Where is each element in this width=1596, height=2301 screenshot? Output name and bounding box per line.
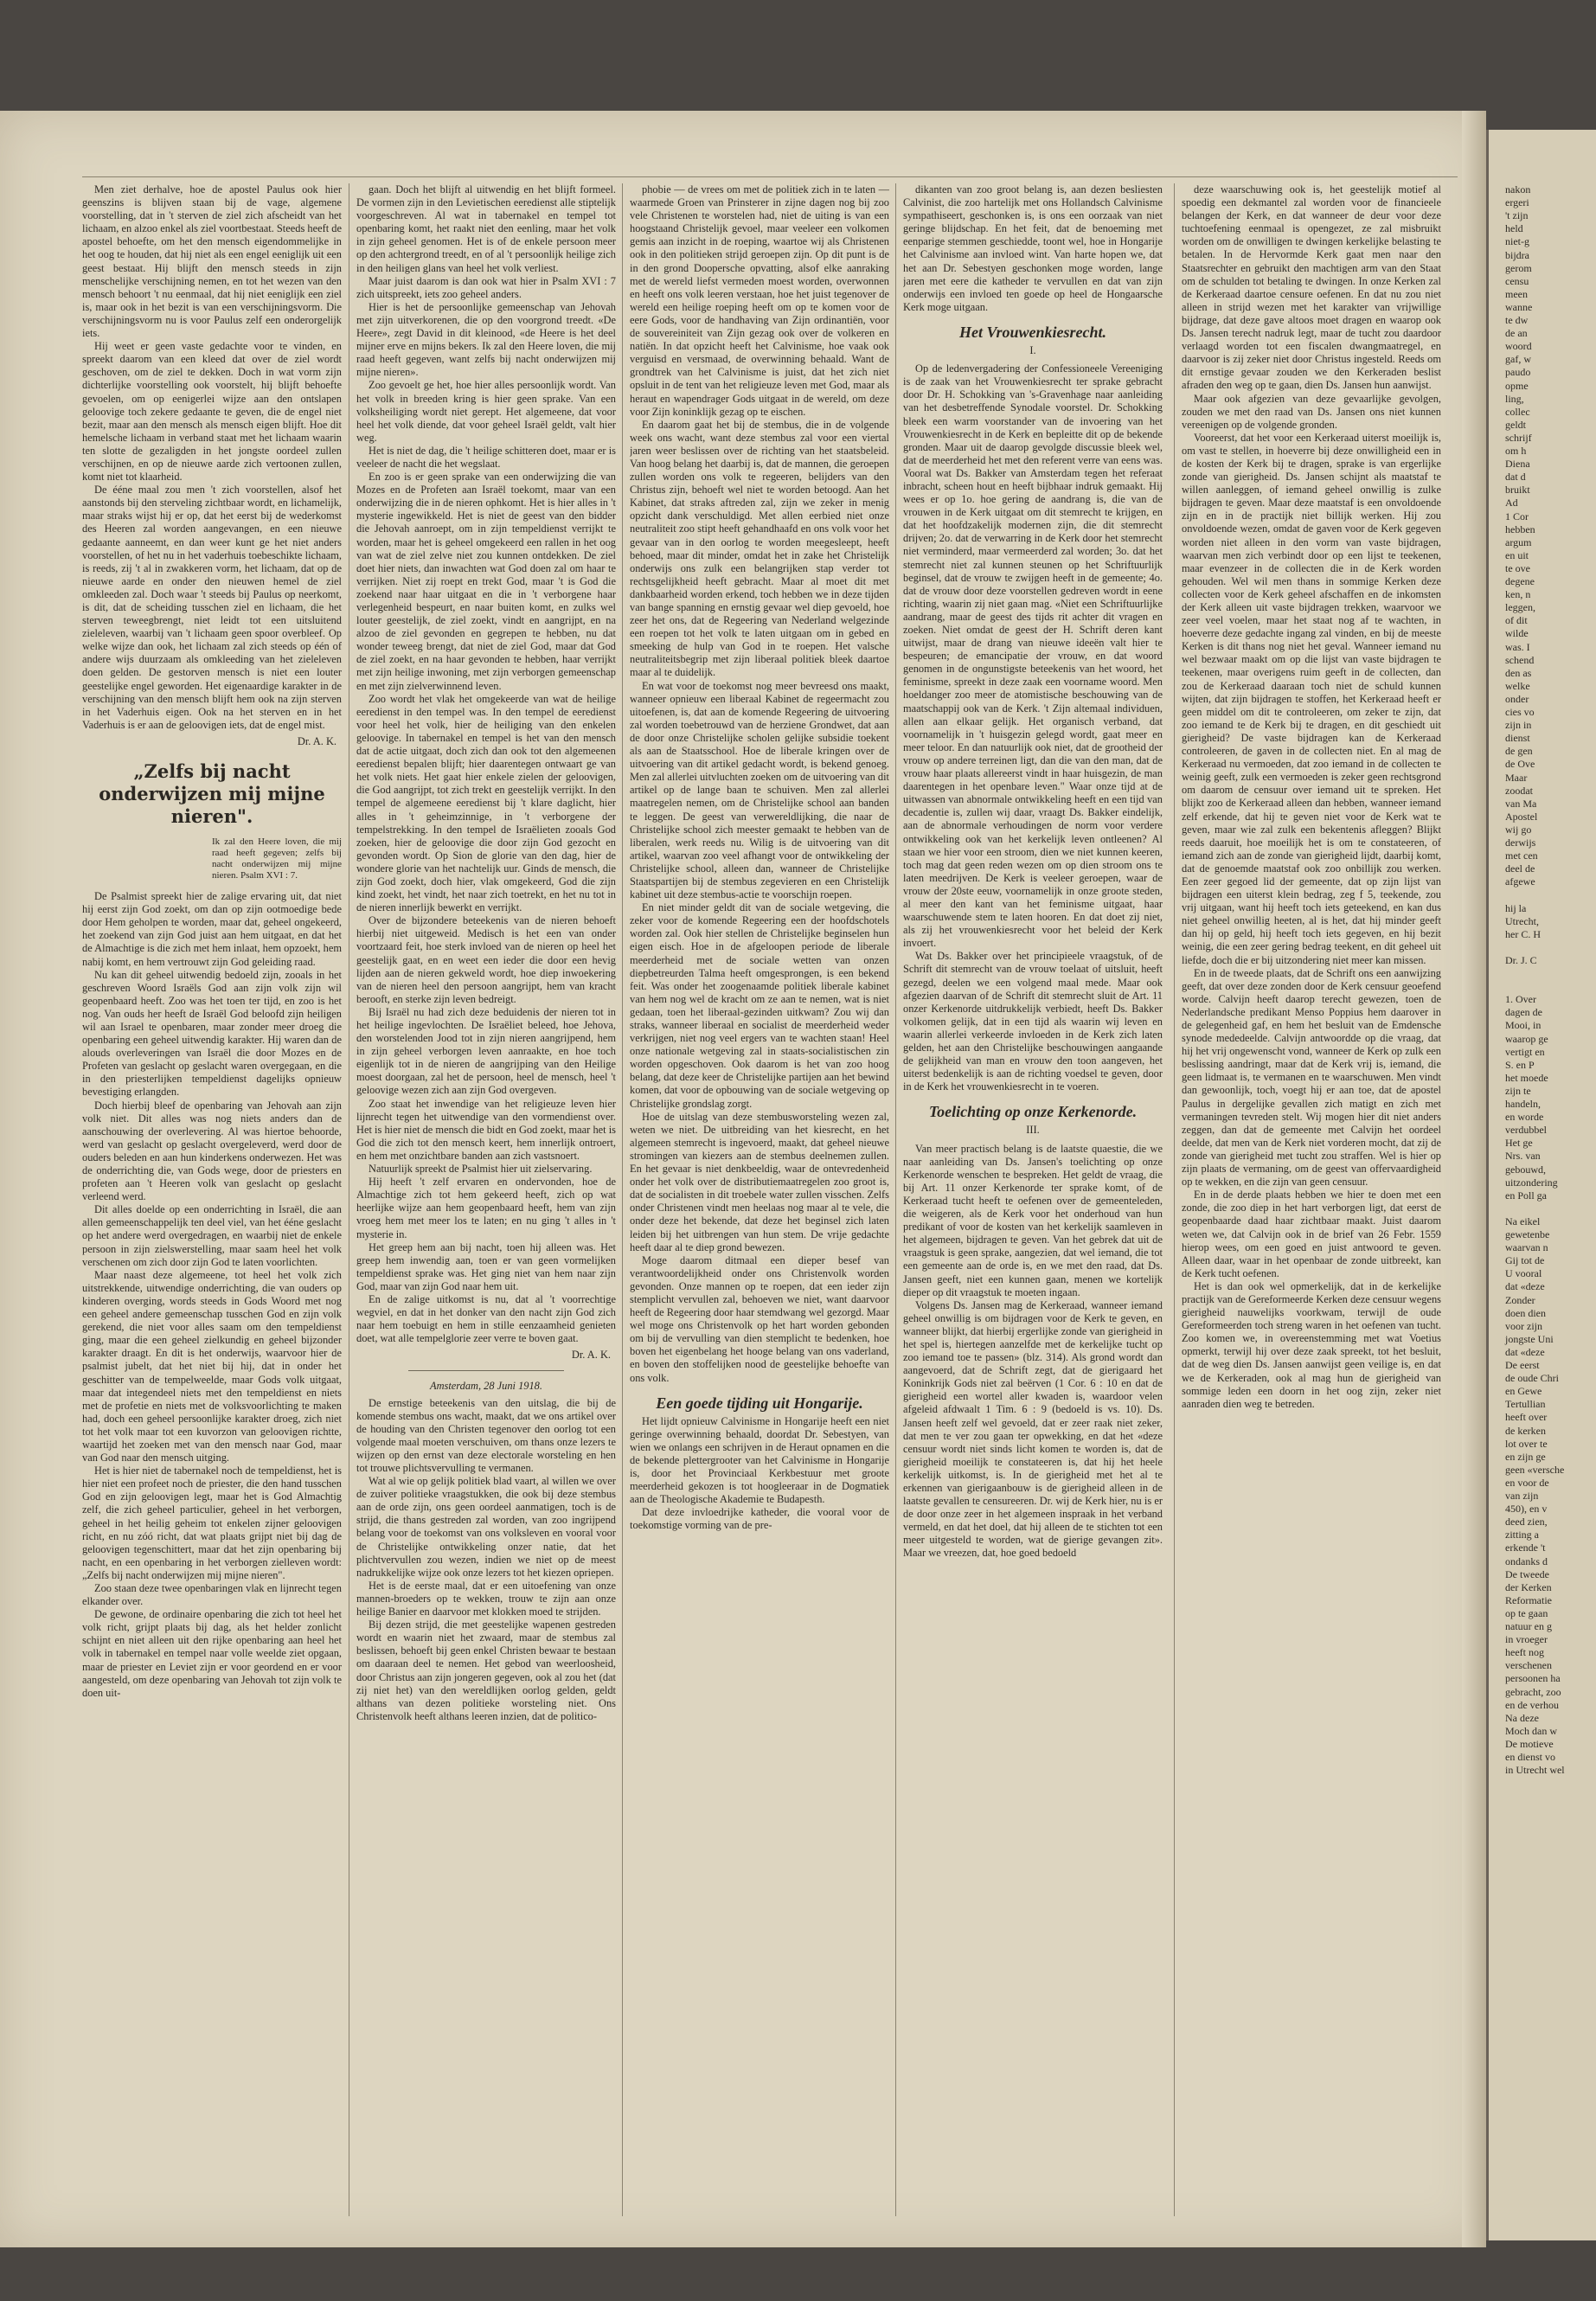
article-paragraph: Maar naast deze algemeene, tot heel het volk zich uitstrekkende, uitwendige onderrichting, die van ouders op kinderen overging, words steeds in Gods Woord met nog een geheel andere gemeenschap tusschen God en zijn volk gerekend, die niet voor alles saam om den tempeldienst ging, maar die een geheel zielkundig en geheel bijzonder karakter draagt. En dit is het onderwijs, waarvoor hier de psalmist jubelt, dat het niet bij hij, dat in onder het geschitter van de tempelweelde, maar Gods volk uitgaat, maar dat integendeel niets met den tempeldienst en niets met de profetie en niets met de volksvoorlichting te maken had, doch een geheel persoonlijke karakter droeg, zich niet tot het volk maar tot een kuvorzon van geloovigen richtte, waartijd het zoeken met van den mensch naar God, maar van God naar den mensch uitging. bbox=[82, 1268, 342, 1465]
adjacent-page-line: 1 Cor bbox=[1505, 510, 1529, 522]
adjacent-page-line: jongste Uni bbox=[1505, 1332, 1554, 1345]
adjacent-page-line: Het ge bbox=[1505, 1137, 1533, 1150]
article-paragraph: Wat al wie op gelijk politiek blad vaart, al willen we over de zuiver politieke vraagstukken, die ook bij deze stembus aan de orde zijn, ons geen oordeel aanmatigen, toch is de strijd, die thans gestreden zal worden, van zoo ingrijpend belang voor de toekomst van ons volksleven en vooral voor de Christelijke ontwikkeling onzer natie, dat het plichtvervullen zou wezen, indien we niet op de meest nadrukkelijke wijze ook onze lezers tot het kiezen opriepen. bbox=[356, 1475, 616, 1579]
section-heading: Een goede tijding uit Hongarije. bbox=[656, 1394, 863, 1412]
adjacent-page-line: in Utrecht wel bbox=[1505, 1764, 1565, 1777]
adjacent-page-line: S. en P bbox=[1505, 1058, 1535, 1071]
adjacent-page-line: Diena bbox=[1505, 458, 1530, 471]
author-signature: Dr. A. K. bbox=[297, 734, 337, 747]
adjacent-page-line: welke bbox=[1505, 679, 1530, 692]
adjacent-page-line: U vooral bbox=[1505, 1267, 1542, 1280]
adjacent-page-line: De motieve bbox=[1505, 1737, 1554, 1750]
adjacent-page-line: ling, bbox=[1505, 392, 1524, 405]
adjacent-page-line: derwijs bbox=[1505, 836, 1536, 849]
adjacent-page-line: van Ma bbox=[1505, 797, 1537, 810]
adjacent-page-line: woord bbox=[1505, 340, 1532, 353]
adjacent-page-line: handeln, bbox=[1505, 1098, 1541, 1110]
adjacent-page-line: zijn te bbox=[1505, 1084, 1531, 1097]
adjacent-page-line: schend bbox=[1505, 653, 1535, 666]
adjacent-page-line: hij la bbox=[1505, 901, 1527, 914]
article-paragraph: Hij heeft 't zelf ervaren en ondervonden, hoe de Almachtige zich tot hem gekeerd heeft, zich op wat heerlijke wijze aan hem geopenbaard heeft, hem van zijn vroeg hem met meer los te laten; en nu ging 't alles in 't mysterie in. bbox=[356, 1176, 616, 1240]
article-paragraph: dikanten van zoo groot belang is, aan dezen besliesten Calvinist, die zoo hartelijk met ons Hollandsch Calvinisme sympathiseert, geschonken is, is ons een oorzaak van niet geringe blijdschap. En het feit, dat de benoeming met eenparige stemmen geschiedde, toont wel, hoe in Hongarije het Calvinisme aan invloed wint. Van harte hopen we, dat het aan Dr. Sebestyen geschonken moge worden, lange jaren met eere die katheder te vervullen en dat van zijn onderwijs een invloed ten goede op heel de Hongaarsche Kerk moge uitgaan. bbox=[903, 183, 1163, 313]
article-paragraph: Hij weet er geen vaste gedachte voor te vinden, en spreekt daarom van een kleed dat over de ziel wordt geschoven, om de ziel te dekken. Doch in wat vorm zijn dichterlijke voorstelling ook voorstelt, hij blijft behoefte gevoelen, om op eenigerlei wijze aan den ontslapen geloovige toch zekere gedaante te geven, die de engel niet bezit, maar aan den mensch als mensch eigen blijft. Hoe dit hemelsche lichaam in verband staat met het lichaam waarin ten slotte de gezaligden in het jongste oordeel zullen verschijnen, en op de nieuwe aarde zich vertoonen zullen, komt niet tot klaarheid. bbox=[82, 340, 342, 484]
adjacent-page-line: ondanks d bbox=[1505, 1554, 1548, 1567]
adjacent-page-line: Moch dan w bbox=[1505, 1724, 1557, 1737]
adjacent-page-line: en voor de bbox=[1505, 1476, 1549, 1489]
article-paragraph: Het is de eerste maal, dat er een uitoefening van onze mannen-broeders op te wekken, trouw te zijn aan onze heilige Banier en daarvoor met klokken moed te strijden. bbox=[356, 1579, 616, 1618]
article-paragraph: En zoo is er geen sprake van een onderwijzing die van Mozes en de Profeten aan Israël toekomt, maar van een onderwijzing die in de nieren ophkomt. Het is hier alles in 't mysterie ingewikkeld. Het is niet de geest van den bidder die Jehovah aanroept, om in zijn tempeldienst verrijkt te worden, maar het is geheel omgekeerd een rallen in het oog van wat de ziel zelve niet zou kunnen ontdekken. De ziel doet hier niets, dan inwachten wat God doen zal om haar te verrijken. Niet zij roept en trekt God, maar 't is God die zoekend naar haar uitgaat en die in 't verborgene haar verlegenheid bespeurt, en naar buiten komt, en zulks wel louter geestelijk, de ziel zoekt, vindt en aangrijpt, en na alzoo de ziel gevonden en gegrepen te hebben, nu dat wonder teweeg brengt, dat niet de ziel God, maar dat God de ziel zoekt, en na haar gevonden te hebben, haar verrijkt met zijn heilige inwoning, met zijn verborgen gemeenschap en met zijn zielverwinnend leven. bbox=[356, 471, 616, 692]
adjacent-page-line: was. I bbox=[1505, 640, 1530, 653]
adjacent-page-line: 1. Over bbox=[1505, 993, 1536, 1006]
page-fold bbox=[1462, 111, 1486, 2247]
adjacent-page-line: de oude Chri bbox=[1505, 1372, 1559, 1385]
section-heading: Toelichting op onze Kerkenorde. bbox=[928, 1103, 1138, 1121]
adjacent-page-line: in vroeger bbox=[1505, 1633, 1548, 1646]
article-paragraph: Nu kan dit geheel uitwendig bedoeld zijn, zooals in het geschreven Woord Israëls God aan zijn volk zijn wil geopenbaard heeft. Zoo was het toen ter tijd, en zoo is het nog. Van ouds her heeft de Israël God beloofd zijn heiligen wil aan Israel te openbaren, maar zonder meer droeg die openbaring een geheel uitwendig karakter. Hij waren dan de alouds overleveringen van Israël die door Mozes en de Profeten van geslacht op geslacht waren overgegaan, en die in den priesterlijken tempeldienst dagelijks opnieuw bevestiging erlangden. bbox=[82, 968, 342, 1099]
adjacent-page-line: gaf, w bbox=[1505, 353, 1531, 366]
adjacent-page-line: waarop ge bbox=[1505, 1032, 1548, 1045]
adjacent-page-line: 450), en v bbox=[1505, 1503, 1548, 1516]
article-paragraph: Hoe de uitslag van deze stembusworsteling wezen zal, weten we niet. De uitbreiding van het kiesrecht, en het algemeen stemrecht is ingevoerd, maakt, dat geheel nieuwe stromingen van kiezers aan de stembus deelnemen zullen. En het gevaar is niet denkbeeldig, waar de ontevredenheid onder het volk over de distributiemaatregelen zoo groot is, dat de socialisten in dit troebele water zullen visschen. Zelfs onder Christenen vindt men heelaas nog maar al te vele, die onder deze het bekende, dat deze het beginsel zich laten leiden bij het uitbrengen van hun stem. De vrije gedachte heeft daar al te diep grond bewezen. bbox=[630, 1110, 889, 1253]
adjacent-page-line: Na eikel bbox=[1505, 1215, 1541, 1227]
article-paragraph: En in de derde plaats hebben we hier te doen met een zonde, die zoo diep in het hart verborgen ligt, dat eerst de geopenbaarde daad haar zichtbaar maakt. Juist daarom weten we, dat Calvijn ook in de brief van 26 Febr. 1559 hierop wees, om een goed en juist antwoord te geven. Alleen daar, waar in het openbaar de zonde uitbreekt, kan de Kerk tucht oefenen. bbox=[1182, 1189, 1441, 1279]
adjacent-page-line: her C. H bbox=[1505, 927, 1541, 940]
article-paragraph: En de zalige uitkomst is nu, dat al 't voorrechtige wegviel, en dat in het donker van den nacht zijn God zich naar hem toebuigt en hem in stille eenzaamheid genieten doet, wat alle tempelglorie zeer verre te boven gaat. bbox=[356, 1292, 616, 1345]
adjacent-page-line: de gen bbox=[1505, 745, 1533, 758]
article-paragraph: Dit alles doelde op een onderrichting in Israël, die aan allen gemeenschappelijk ten deel viel, van het ééne geslacht op het andere werd overgedragen, en waarbij niet de enkele persoon in zijn zielswerstelling, maar saam heel het volk verschenen om zich door zijn God te laten voorlichten. bbox=[82, 1203, 342, 1268]
adjacent-page-line: dat «deze bbox=[1505, 1345, 1545, 1358]
adjacent-page-line: der Kerken bbox=[1505, 1580, 1552, 1593]
article-paragraph: phobie — de vrees om met de politiek zich in te laten — waarmede Groen van Prinsterer in zijne dagen nog bij zoo vele Christenen te worstelen had, niet de uiting is van een hoogstaand Christelijk gevoel, maar veeleer een volkomen gemis aan inzicht in de roeping, waartoe wij als Christenen ook in den politieken strijd geroepen zijn. Op dit punt is de in den grond Doopersche opvatting, alsof elke aanraking met de wereld liefst vermeden moest worden, overwonnen en heeft ons volk leeren verstaan, hoe het juist tegenover de wereld een heilige roeping heeft om op te komen voor de eere Gods, voor de handhaving van Zijn ordinantiën, voor de souvereiniteit van Zijn gezag ook over de volkeren en natiën. In dat opzicht heeft het Calvinisme, hoe vaak ook verguisd en versmaad, de overwinning behaald. Want de grondtrek van het Calvinisme is juist, dat het zich niet opsluit in de tent van het religieuze leven met God, maar als heraut en wapendrager Gods uitgaat in de wereld, om deze voor Zijn koninklijk gezag op te eischen. bbox=[630, 183, 889, 418]
adjacent-page-line: Tertullian bbox=[1505, 1398, 1546, 1411]
adjacent-page-line: zitting a bbox=[1505, 1529, 1539, 1541]
column-1 bbox=[82, 183, 342, 2225]
adjacent-page-line: onder bbox=[1505, 692, 1529, 705]
adjacent-page-line: geen «versche bbox=[1505, 1463, 1565, 1476]
article-motto: Ik zal den Heere loven, die mij raad heeft gegeven; zelfs bij nacht onderwijzen mij mijne nieren. Psalm XVI : 7. bbox=[212, 836, 342, 881]
article-paragraph: Het greep hem aan bij nacht, toen hij alleen was. Het greep hem inwendig aan, toen er van geen vormelijken tempeldienst sprake was. Het ging niet van hem naar zijn God, maar van zijn God naar hem uit. bbox=[356, 1240, 616, 1292]
adjacent-page-line: Gij tot de bbox=[1505, 1254, 1545, 1267]
article-title: „Zelfs bij nacht onderwijzen mij mijne nieren". bbox=[99, 760, 325, 828]
article-paragraph: Van meer practisch belang is de laatste quaestie, die we naar aanleiding van Ds. Jansen's toelichting op onze Kerkenorde wenschen te bespreken. Het geldt de vraag, die bij Art. 11 onzer Kerkenorde ter sprake komt, of de Kerkeraad tucht heeft te oefenen over de gemeenteleden, die weigeren, als de Kerk voor het onderhoud van hun predikant of voor de kosten van het kerkelijk saamleven in het algemeen, bijdragen te geven. Van het gebrek dat uit de vraagstuk is geen sprake, aangezien, dat wel iemand, die tot een gemeente aan de orde is, en we met den raad, dat Ds. Jansen geeft, niet een kunnen gaan, menen we kortelijk dieper op dit vraagstuk te moeten ingaan. bbox=[903, 1142, 1163, 1298]
article-paragraph: De ééne maal zou men 't zich voorstellen, alsof het aanstonds bij den sterveling zichtbaar wordt, en lichamelijk, maar straks wijst hij er op, dat het eerst bij de wederkomst des Heeren zal worden aangevangen, en een nieuwe gedaante aanneemt, en dan weer kunt ge het niet anders voorstellen, of het nu in het vaderhuis toebeschikte lichaam, is reeds, zij 't al in zwakkeren vorm, het lichaam, dat op de nieuwe aarde en onder den nieuwen hemel de ziel omkleeden zal. Doch waar 't steeds bij Paulus op neerkomt, is dit, dat de scheiding tusschen ziel en lichaam, die het sterven teweegbrengt, niet leidt tot een uitsluitend zieleleven, waarbij van 't lichaam geen spoor overbleef. Op welke wijze dan ook, het lichaam zal zich steeds op één of andere wijs duurzaam als omkleeding van het zieleleven doen gelden. De gestorven mensch is niet een louter geestelijke engel geworden. Het eigenaardige karakter in de verschijning van den mensch blijft hem ook na zijn sterven in het Vaderhuis eigen. Ook na het sterven en in het Vaderhuis is er aan de geloovigen iets, dat de engel mist. bbox=[82, 484, 342, 731]
adjacent-page-line: heeft over bbox=[1505, 1411, 1548, 1424]
adjacent-page-line: wij go bbox=[1505, 823, 1532, 836]
adjacent-page-line: Na deze bbox=[1505, 1711, 1539, 1724]
adjacent-page-line: ken, n bbox=[1505, 588, 1531, 601]
adjacent-page-line: en Poll ga bbox=[1505, 1189, 1547, 1202]
adjacent-page-line: Mooi, in bbox=[1505, 1019, 1542, 1032]
article-paragraph: Zoo gevoelt ge het, hoe hier alles persoonlijk wordt. Van het volk in breeden kring is hier geen sprake. Van een volksheiliging wordt niet gerept. Het algemeene, dat voor heel het volk diende, dat voor geheel Israël geldt, valt hier weg. bbox=[356, 379, 616, 444]
adjacent-page-line: collec bbox=[1505, 405, 1530, 418]
article-paragraph: Op de ledenvergadering der Confessioneele Vereeniging is de zaak van het Vrouwenkiesrecht ter sprake gebracht door Dr. H. Schokking van 's-Gravenhage naar aanleiding van het desbetreffende Synodale voorstel. Dr. Schokking bleek een warm voorstander van de invoering van het Vrouwenkiesrecht in de Kerk en bepleitte dit op de bekende gronden. Maar uit de daarop gevolgde discussie bleek wel, dat de meerderheid het met den referent verre van eens was. Vooral wat Ds. Bakker van Amsterdam tegen het referaat inbracht, scheen hout en heeft bijbhaar indruk gemaakt. Hij wees er op 1o. hoe gering de aandrang is, die van de vrouwen in de Kerk uitgaat om dit stemrecht te krijgen, en dat het hoofdzakelijk modernen zijn, die dit stemrecht drijven; 2o. dat de verwarring in de Kerk door het stemrecht niet verminderd, maar vermeerderd zal worden; 3o. dat het stemrecht niet zal kunnen steunen op het Schriftuurlijk beginsel, dat de vrouw te zwijgen heeft in de gemeente; 4o. dat de vrouw door deze voorstellen gedreven wordt in eene richting, waarin zij niet gaan mag. «Niet een Schriftuurlijke aandrang, maar de geest des tijds rit achter dit vragen en zoeken. Niet omdat de geest der H. Schrift deren kant uitwijst, maar de drang van nieuwe ideeën valt hier te bespeuren; de emancipatie der vrouw, en dat woord genomen in de ongunstigste beteekenis van het woord, het feminisme, spreekt in deze zaak een voorname woord. Men hoeldanger zoo meer de atomistische beschouwing van de maatschappij ook van de Kerk. 't Zijn altemaal individuen, allen aan elkaar gelijk. Het organisch verband, dat voornamelijk in 't huisgezin gelegd wordt, gaat meer en meer teloor. En dan natuurlijk ook niet, dat de grootheid der vrouw op andere terreinen ligt, dan die van den man, dat de vrouw haar plaats allereerst vindt in haar huisgezin, de man daarentegen in het openbare leven." Waar onze tijd at de uitwassen van abnormale ontwikkeling heeft en een tijd van decadentie is, zullen wij daar, vraagt Ds. Bakker eindelijk, aan de abnormale verhoudingen de norm voor verdere ontwikkeling ook van het kerkelijk leven ontleenen? Al staan we hier voor een stroom, dien we niet kunnen keeren, toch mag dat geen reden wezen om op dien stroom ons te laten meedrijven. De Kerk is veeleer geroepen, waar de vrouw der 20ste eeuw, voornamelijk in onze groote steden, al meer den kant van het feminisme uitgaat, haar waarschuwende stem te laten hooren. En dat doet zij niet, als zij het vrouwenkiesrecht voor het beleid der Kerk invoert. bbox=[903, 362, 1163, 950]
article-paragraph: De ernstige beteekenis van den uitslag, die bij de komende stembus ons wacht, maakt, dat we ons artikel over de houding van den Christen tegenover den oorlog tot een volgende maal moeten verschuiven, om thans onze lezers te wijzen op den ernst van deze electorale worsteling en hen tot trouwe plichtsvervulling te vermanen. bbox=[356, 1396, 616, 1474]
adjacent-page-line: en uit bbox=[1505, 548, 1529, 561]
adjacent-page-line: bruikt bbox=[1505, 484, 1530, 497]
adjacent-page-line: vertigt en bbox=[1505, 1045, 1545, 1058]
adjacent-page-line: deed zien, bbox=[1505, 1516, 1548, 1529]
article-paragraph: Het is niet de dag, die 't heilige schitteren doet, maar er is veeleer de nacht die het wegslaat. bbox=[356, 444, 616, 470]
article-paragraph: Bij dezen strijd, die met geestelijke wapenen gestreden wordt en waarin niet het zwaard, maar de stembus zal beslissen, behoeft bij geen enkel Christen bewaar te bestaan om daaraan deel te nemen. Het gebod van weerloosheid, door Christus aan zijn jongeren gegeven, ook al zou het (dat zij niet het) van den wereldlijken oorlog gelden, geldt althans van dezen politieke worsteling niet. Ons Christenvolk heeft althans leeren inzien, dat de politico- bbox=[356, 1618, 616, 1722]
article-paragraph: Het is hier niet de tabernakel noch de tempeldienst, het is hier niet een profeet noch de priester, die den hand tusschen God en zijn geloovigen legt, maar het is God Almachtig zelf, die zich geheel particulier, geheel in het verborgen, geheel in het heilig geheim tot enkelen zijner geloovigen richt, en nu zóó richt, dat wat plaats grijpt niet bij dag de geloovigen tegenschittert, maar dat het zijn openbaring bij nacht, en een openbaring in het verborgen zielleven wordt: „Zelfs bij nacht onderwijzen mij mijne nieren". bbox=[82, 1465, 342, 1581]
adjacent-page-line: Apostel bbox=[1505, 810, 1538, 823]
adjacent-page-line: gerom bbox=[1505, 261, 1532, 274]
article-paragraph: De Psalmist spreekt hier de zalige ervaring uit, dat niet hij eerst zijn God zoekt, om dan op zijn ootmoedige bede door Hem geholpen te worden, maar dat, geheel ongekeerd, het zoekend van zijn God juist aan hem uitgaat, en dat het de Almachtige is die zich met hem inlaat, hem opzoekt, hem nabij komt, en hem vertrouwt zijn God geleiding raad. bbox=[82, 890, 342, 968]
adjacent-page-line: cies vo bbox=[1505, 706, 1535, 718]
adjacent-page-line: wilde bbox=[1505, 627, 1529, 640]
article-paragraph: De gewone, de ordinaire openbaring die zich tot heel het volk richt, grijpt plaats bij dag, als het helder zonlicht schijnt en niet alleen uit den rijke openbaring aan heel het volk in tabernakel en tempel naar volle weelde ziet opgaan, maar de priester en Leviet zijn er voor geordend en er voor aangesteld, om deze openbaring van Jehovah tot zijn volk te doen uit- bbox=[82, 1608, 342, 1699]
column-rule bbox=[895, 183, 896, 2216]
adjacent-page-line: Utrecht, bbox=[1505, 914, 1539, 927]
adjacent-page-line: wanne bbox=[1505, 300, 1533, 313]
adjacent-page-line: verschenen bbox=[1505, 1659, 1552, 1672]
adjacent-page-line: deel de bbox=[1505, 862, 1535, 875]
section-number: III. bbox=[1026, 1124, 1040, 1137]
adjacent-page-line: bijdra bbox=[1505, 248, 1529, 261]
adjacent-page-line: de kerken bbox=[1505, 1424, 1546, 1437]
adjacent-page-line: om h bbox=[1505, 445, 1527, 457]
adjacent-page-line: voor zijn bbox=[1505, 1319, 1542, 1332]
article-paragraph: En niet minder geldt dit van de sociale wetgeving, die zeker voor de komende Regeering een der hoofdschotels worden zal. Ook hier stellen de Christelijke beginselen hun eigen eisch. Hoe in de afgeloopen periode de liberale meerderheid met de sociale wetten van onzen diepbetreurden Talma heeft omgesprongen, is een bekend feit. Was onder het zoogenaamde politiek liberale kabinet van hem nog wel de kracht om ze aan te nemen, wat is niet gedaan, toen het liberaal-gezinden uitkwam? Zou wij dan straks, wanneer liberaal en socialist de meerderheid weder verkrijgen, niet nog veel ergers van te wachten staan! Heel onze nationale wetgeving zal in staats-socialistischen zin worden opgeschoven. Ook daarom is het van zoo hoog belang, dat deze keer de Christelijke partijen aan het bewind komen, dat voor de opbouwing van de sociale wetgeving op Christelijke grondslag zorgt. bbox=[630, 901, 889, 1110]
adjacent-page-line: en Gewe bbox=[1505, 1385, 1542, 1398]
article-paragraph: Natuurlijk spreekt de Psalmist hier uit zielservaring. bbox=[369, 1163, 593, 1176]
adjacent-page-line: niet-g bbox=[1505, 235, 1529, 248]
adjacent-page-line: argum bbox=[1505, 535, 1532, 548]
article-paragraph: En daarom gaat het bij de stembus, die in de volgende week ons wacht, want deze stembus zal voor een viertal jaren weer beslissen over de richting van het staatsbeleid. Van hoog belang het daarbij is, dat de mannen, die geroepen zullen worden ons volk te regeeren, belijders van den Christus zijn, behoeft wel niet te worden betoogd. Aan het Kabinet, dat straks aftreden zal, zijn we zeker in menig opzicht dank verschuldigd. Met allen eerbied niet onze neutraliteit zoo stipt heeft gehandhaafd en ons volk voor het gevaar van in den oorlog te worden meegesleept, heeft behoed, maar dit minder, omdat het in zake het Christelijk onderwijs ons zulk een belangrijken stap verder tot rechtsgelijkheid heeft gebracht. Maar al moet dit met dankbaarheid worden erkend, toch hebben we in deze tijden van bange spanning en ernstig gevaar wel diep gevoeld, hoe zeer het ons, dat de Regeering van Nederland welgezinde een roepen tot het volk te laten uitgaan om in gebed en smeeking de hulp van God in te roepen. Het valsche neutraliteitsbegrip met zijn liberaal politiek bleek daartoe maar al te duidelijk. bbox=[630, 418, 889, 679]
adjacent-page-line: Dr. J. C bbox=[1505, 953, 1537, 966]
article-paragraph: Zoo wordt het vlak het omgekeerde van wat de heilige eeredienst in den tempel was. In den tempel de eeredienst voor heel het volk, hier de heiliging van den enkelen geloovige. In tabernakel en tempel is het van den mensch dat de actie uitgaat, doch zich dan ook tot den algemeenen eeredienst bepalen blijft; hier daarentegen ontwaart ge van het volk niets. Het gaat hier enkele zielen der geloovigen, die God aangrijpt, tot zich trekt en geestelijk verrijkt. In den tempel de algemeene eeredienst bij 't klare daglicht, hier alles in 't geheimzinnige, in 't verborgene der tempelstrekking. In den tempel de Israëlieten zooals God zoeken, hier de geloovige die door zijn God gezocht en gevonden wordt. Op Sion de glorie van den dag, hier de wondere glorie van het nachtelijk uur. Ginds de mensch, die zijn God zoekt, doch hier, vlak omgekeerd, God die zijn kind zoekt, het vindt, het naar zich toetrekt, en het nu tot in de nieren innerlijk bewerkt en verrijkt. bbox=[356, 692, 616, 914]
adjacent-page-line: zijn in bbox=[1505, 719, 1532, 732]
adjacent-page-line: dienst bbox=[1505, 732, 1530, 745]
adjacent-page-line: degene bbox=[1505, 575, 1535, 587]
adjacent-page-line: censu bbox=[1505, 274, 1529, 287]
article-paragraph: Maar juist daarom is dan ook wat hier in Psalm XVI : 7 zich uitspreekt, iets zoo geheel anders. bbox=[356, 274, 616, 300]
dateline: Amsterdam, 28 Juni 1918. bbox=[430, 1380, 542, 1393]
article-paragraph: Maar ook afgezien van deze gevaarlijke gevolgen, zouden we met den raad van Ds. Jansen ons niet kunnen vereenigen op de volgende gronden. bbox=[1182, 392, 1441, 431]
article-paragraph: Over de bijzondere beteekenis van de nieren behoeft hierbij niet uitgeweid. Medisch is het een van onder voortzaard feit, hoe sterk invloed van de nieren op heel het geestelijk gaat, en en weet een ieder die door een hevig lijden aan de nieren gekweld wordt, hoe diep inwoekering van de nieren heel den persoon aangrijpt, hem van kracht berooft, en sterke zijn leven bedreigt. bbox=[356, 914, 616, 1005]
section-heading: Het Vrouwenkiesrecht. bbox=[958, 323, 1106, 341]
adjacent-page-line: en worde bbox=[1505, 1111, 1544, 1124]
article-paragraph: Dat deze invloedrijke katheder, die vooral voor de toekomstige vorming van de pre- bbox=[630, 1506, 889, 1532]
column-3 bbox=[630, 183, 889, 2225]
adjacent-page-line: erkende 't bbox=[1505, 1541, 1546, 1554]
adjacent-page-line: uitzondering bbox=[1505, 1176, 1558, 1189]
adjacent-page-line: Ad bbox=[1505, 497, 1518, 510]
adjacent-page-line: Nrs. van bbox=[1505, 1150, 1541, 1163]
adjacent-page-line: en de verhou bbox=[1505, 1698, 1559, 1711]
adjacent-page-line: natuur en g bbox=[1505, 1620, 1552, 1632]
adjacent-page-line: lot over te bbox=[1505, 1437, 1548, 1450]
article-paragraph: gaan. Doch het blijft al uitwendig en het blijft formeel. De vormen zijn in den Levietischen eeredienst alle stiptelijk voorgeschreven. Al wat in tabernakel en tempel tot openbaring komt, het raakt niet den eenling, maar het volk in zijn geheel genomen. Het is of de enkele persoon meer op den achtergrond treedt, en of al 't persoonlijk heilige zich in den heiligen glans van heel het volk verliest. bbox=[356, 183, 616, 274]
article-paragraph: Hier is het de persoonlijke gemeenschap van Jehovah met zijn uitverkorenen, die op den voorgrond treedt. «De Heere», zegt David in dit kleinood, «de Heere is het deel mijner erve en mijns bekers. Ik zal den Heere loven, die mij raad heeft gegeven, want zelfs bij nacht onderwijzen mij mijne nieren». bbox=[356, 300, 616, 379]
adjacent-page-line: Reformatie bbox=[1505, 1593, 1552, 1606]
adjacent-page-line: den as bbox=[1505, 666, 1532, 679]
adjacent-page-line: of dit bbox=[1505, 614, 1528, 627]
column-4 bbox=[903, 183, 1163, 2225]
adjacent-page-line: Zonder bbox=[1505, 1293, 1535, 1306]
article-paragraph: Het is dan ook wel opmerkelijk, dat in de kerkelijke practijk van de Gereformeerde Kerken deze censuur wegens gierigheid nauwelijks voorkwam, terwijl de oude Gereformeerden toch streng waren in het oefenen van tucht. Zoo komen we, in overeenstemming met wat Voetius opmerkt, terwijl hij over deze zaak spreekt, tot het besluit, dat de weg dien Ds. Jansen aanwijst geen veilige is, en dat we de Kerkeraden, ook al mag hun de gierigheid van sommige leden een doorn in het oog zijn, zeker niet aanraden dien weg te betreden. bbox=[1182, 1279, 1441, 1410]
adjacent-page-line: van zijn bbox=[1505, 1490, 1539, 1502]
adjacent-page-line: het moede bbox=[1505, 1071, 1548, 1084]
adjacent-page-line: hebben bbox=[1505, 522, 1535, 535]
adjacent-page-line: ergeri bbox=[1505, 196, 1529, 209]
adjacent-page-line: dagen de bbox=[1505, 1006, 1542, 1019]
article-paragraph: Bij Israël nu had zich deze beduidenis der nieren tot in het heilige ingevlochten. De Israëliet beleed, hoe Jehova, den worstelenden Jood tot in zijn nieren aangrijpend, hem in zijn geheel verborgen leven aanraakte, en hoe toch eigenlijk tot in de nieren de aangrijping van den Heilige moest doorgaan, zal het de persoon, heel de mensch, heel 't geloovige wezen zich aan zijn God overgeven. bbox=[356, 1005, 616, 1097]
adjacent-page-line: dat d bbox=[1505, 471, 1526, 484]
header-rule bbox=[82, 176, 1458, 177]
adjacent-page-line: Maar bbox=[1505, 771, 1528, 784]
adjacent-page-line: en dienst vo bbox=[1505, 1751, 1555, 1763]
article-paragraph: Moge daarom ditmaal een dieper besef van verantwoordelijkheid onder ons Christenvolk worden gevonden. Onze mannen op te roepen, dat een ieder zijn stemplicht vervullen zal, behoeven we niet, want daarvoor heeft de Regeering door haar stemdwang wel gezorgd. Maar wel moge ons Christenvolk op het hart worden gebonden om bij de vervulling van dien stemplicht te bedenken, hoe boven het eigenbelang het hooge belang van ons vaderland, en boven den stoffelijken nood de geestelijke behoefte van ons volk. bbox=[630, 1253, 889, 1384]
adjacent-page-line: paudo bbox=[1505, 366, 1531, 379]
section-divider bbox=[408, 1370, 564, 1371]
article-paragraph: Vooreerst, dat het voor een Kerkeraad uiterst moeilijk is, om vast te stellen, in hoeverre bij deze onwilligheid een in de kosten der Kerk bij te dragen, sprake is van ergerlijke zonde van gierigheid. Ds. Jansen schijnt als maatstaf te willen aanleggen, of iemand geheel onwillig is zulke bijdragen te geven. Maar deze maatstaf is een onvoldoende zijn en in de practijk niet billijk werken. Hij zou onvoldoende wezen, omdat de gaven voor de Kerk gegeven worden niet alleen in den vorm van vaste bijdragen, waarvan men zich verbindt door op een lijst te teekenen, maar evenzeer in de collecten die in de Kerk worden gehouden. Wel wil men thans in sommige Kerken deze collecten voor de Kerk geheel afschaffen en de inkomsten der Kerk alleen uit vaste bijdragen trekken, waarvoor we zeer veel voelen, maar het staat nog af te wachten, in hoeverre deze gedachte ingang zal vinden, en bij de meeste Kerken is dit thans nog niet het geval. Wanneer iemand nu wel bezwaar maakt om op die lijst van vaste bijdragen te teekenen, maar overigens ruim geeft in de collecten, dan zou de Kerkeraad daaraan toch niet de schuld kunnen wijten, dat zijn bijdragen te stoffen, het Kerkeraad heeft er geen middel om dit te controleeren, om zeker te zijn, dat zoo iemand te de Kerk bij te dragen, en dit geschiedt uit gierigheid? De vaste bijdragen kan de Kerkeraad controleeren, de gaven in de collecten niet. En al mag de Kerkeraad nu vermoeden, dat zoo iemand in de collecten te weinig geeft, zulk een vermoeden is zeker geen rechtsgrond om daarom de censuur over iemand uit te spreken. Het blijkt zoo de Kerkeraad alleen dan hebben, wanneer iemand zelf erkende, dat hij te geven niet voor de Kerk wat te geven, maar wie zal zulk een bekentenis afleggen? Blijkt reeds daaruit, hoe moeilijk het is om te constateeren, of iemand zich aan de zonde van gierigheid lijdt, daarbij komt, dat de genoemde maatstaf ook zoo onbillijk zou werken. Een zeer gegoed lid der gemeente, dat op zijn lijst van bijdragen een uiterst klein bedrag, zeg f 5, teekende, zou vrij uitgaan, want hij heeft toch iets geteekend, en kan dus niet geheel onwillig heeten, al is het, dat hij minder geeft dan hij op geld, hij heeft toch iets gegeven, en hij bezit weinig, die een zeer gering bedrag teekent, en dit geheel uit liefde, doch die er bij uitzondering niet meer kan missen. bbox=[1182, 431, 1441, 966]
column-rule bbox=[1174, 183, 1175, 2216]
article-paragraph: En in de tweede plaats, dat de Schrift ons een aanwijzing geeft, dat over deze zonden door de Kerk censuur geoefend worde. Calvijn heeft daarop terecht gewezen, toen de Nederlandsche predikant Menso Poppius hem daarover in de gelegenheid gaf, en hem het besluit van de Emdensche synode mededeelde. Calvijn antwoordde op die vraag, dat hij het vrij ongewenscht vond, wanneer de Kerk op zulk een beslissing aandringt, maar dat de Kerk vrij is, iemand, die geen lidmaat is, te vermanen en te waarschuwen. Men vindt dan gewoonlijk, toch, voegt hij er aan toe, dat de apostel Paulus in dergelijke gevallen zich matigt en zich met vermaningen tevreden stelt. Wij mogen hier dit niet anders zeggen, dan dat de gemeente met Calvijn het oordeel deelde, dat men van de Kerk niet vorderen mocht, dat zij de zonde van gierigheid met tucht zou straffen. Wel is hier op zijn plaats de vermaning, om de geest van offervaardigheid op te wekken, en die zijn van geen censuur. bbox=[1182, 966, 1441, 1189]
adjacent-page-line: meen bbox=[1505, 287, 1528, 300]
adjacent-page-line: heeft nog bbox=[1505, 1646, 1544, 1659]
column-2 bbox=[356, 183, 616, 2225]
adjacent-page-line: gebouwd, bbox=[1505, 1163, 1546, 1176]
adjacent-page-line: opme bbox=[1505, 379, 1529, 392]
column-5 bbox=[1182, 183, 1441, 2225]
article-paragraph: Zoo staan deze twee openbaringen vlak en lijnrecht tegen elkander over. bbox=[82, 1582, 342, 1608]
adjacent-page-line: op te gaan bbox=[1505, 1606, 1548, 1619]
adjacent-page-line: gewetenbe bbox=[1505, 1228, 1550, 1240]
adjacent-page-line: verdubbel bbox=[1505, 1124, 1547, 1137]
adjacent-page-line: met cen bbox=[1505, 849, 1538, 862]
adjacent-page-line: nakon bbox=[1505, 183, 1531, 195]
section-number: I. bbox=[1029, 344, 1036, 357]
adjacent-page-line: leggen, bbox=[1505, 601, 1535, 614]
adjacent-page-line: zoodat bbox=[1505, 784, 1533, 797]
adjacent-page-line: gebracht, zoo bbox=[1505, 1685, 1561, 1698]
adjacent-page-line: doen dien bbox=[1505, 1306, 1546, 1319]
article-paragraph: Men ziet derhalve, hoe de apostel Paulus ook hier geenszins is blijven staan bij de vage, algemene voorstelling, dat in 't sterven de ziel zich afscheidt van het lichaam, en alzoo enkel als ziel voortbestaat. Steeds heeft de apostel behoefte, om het den mensch eigendommelijke in het oog te houden, dat hij niet als een engel eeniglijk uit een geest bestaat. Hij blijft den mensch steeds in zijn menschelijke verschijning nemen, en tot het wezen van den mensch behoort 't nu eenmaal, dat hij niet eeniglijk een ziel is, maar ook in het bezit is van een verschijningsvorm. Die verschijningsvorm nu is voor Paulus zelf een onderorgelijk iets. bbox=[82, 183, 342, 340]
article-paragraph: Het lijdt opnieuw Calvinisme in Hongarije heeft een niet geringe overwinning behaald, doordat Dr. Sebestyen, van wien we onlangs een schrijven in de Heraut opnamen en die de bekende plettergrooter van het Calvinisme in Hongarije is, door het Provinciaal Kerkbestuur met groote meerderheid gekozen is tot hoogleeraar in de Dogmatiek aan de Theologische Akademie te Budapesth. bbox=[630, 1414, 889, 1506]
adjacent-page-line: afgewe bbox=[1505, 875, 1535, 888]
adjacent-page-line: te dw bbox=[1505, 314, 1529, 326]
column-rule bbox=[622, 183, 623, 2216]
adjacent-page-line: De eerst bbox=[1505, 1359, 1540, 1371]
article-paragraph: Volgens Ds. Jansen mag de Kerkeraad, wanneer iemand geheel onwillig is om bijdragen voor de Kerk te geven, en wanneer blijkt, dat hierbij ergerlijke zonde van gierigheid in het spel is, hiertegen aanzelfde met de kerkelijke tucht op zoo iemand toe te passen» (blz. 314). Als grond wordt dan aangevoerd, dat de Schrift zegt, dat de gierigaard het Koninkrijk Gods niet zal beërven (1 Cor. 6 : 10 en dat de gierigheid een wortel aller kwaden is, waardoor velen afgeleid afdwaalt 1 Tim. 6 : 9 (bedoeld is vs. 10). Ds. Jansen heeft zelf wel gevoeld, dat er zeer raak niet zeker, dat men te ver zou gaan ter opwekking, en dat het «deze censuur wordt niet sinds licht komen te worden is, dat de gierigheid moeilijk te constateeren is, dat hij het heele kerkelijk uitkomst, is. In de gierigheid met het al te erkennen van gierigaanbouw is de gierigheid alleen in de laatste gevallen te censureeren. Dr. wij de Kerk hier, nu is er de door onze zeer in het algemeen inspraak in het verband vermeld, en dat het doel, dat hij alleen de te stichten tot een meer uitgesteld te worden, wat de gierige gevangen zit». Maar we vreezen, dat, hoe goed bedoeld bbox=[903, 1298, 1163, 1560]
adjacent-page-line: de an bbox=[1505, 327, 1528, 340]
adjacent-page-line: en zijn ge bbox=[1505, 1450, 1546, 1463]
adjacent-page-line: schrijf bbox=[1505, 431, 1532, 444]
adjacent-page-line: 't zijn bbox=[1505, 209, 1529, 222]
article-paragraph: Doch hierbij bleef de openbaring van Jehovah aan zijn volk niet. Dit alles was nog niets anders dan de aanschouwing der overlevering. Al was hiertoe behoorde, werd van geslacht op geslacht overgeleverd, werd door de ouders beleden en aan hun kinderkens onderwezen. Het was de onderrichting die, van Gods wege, door de priesters en profeten aan 't Heeren volk van geslacht op geslacht verleend werd. bbox=[82, 1099, 342, 1203]
adjacent-page-line: geldt bbox=[1505, 418, 1526, 431]
adjacent-page-line: dat «deze bbox=[1505, 1280, 1545, 1293]
adjacent-page-line: De tweede bbox=[1505, 1567, 1549, 1580]
adjacent-page-line: de Ove bbox=[1505, 758, 1535, 771]
article-paragraph: Wat Ds. Bakker over het principieele vraagstuk, of de Schrift dit stemrecht van de vrouw toelaat of uitsluit, heeft gezegd, deelen we een volgend maal mede. Maar ook afgezien daarvan of de Schrift dit stemrecht sluit de Art. 11 onzer Kerkenorde uitdrukkelijk verbiedt, heeft Ds. Bakker volkomen gelijk, dat in een tijd als waarin wij leven en waarin allerlei verkeerde invloeden in de Kerk zich laten gelden, het aan den Christelijke beschouwingen aangaande de gelijkheid van man en vrouw den toon aangeven, het uiterst bedenkelijk is aan de richting voedsel te geven, door in de Kerk het vrouwenkiesrecht in te voeren. bbox=[903, 950, 1163, 1093]
article-paragraph: En wat voor de toekomst nog meer bevreesd ons maakt, wanneer opnieuw een liberaal Kabinet de regeermacht zou uitoefenen, is, dat aan de komende Regeering de uitvoering zal worden toebetrouwd van de herziene Grondwet, dat aan de door onze Christelijke scholen gelijke subsidie toekent als aan de Staatsschool. Hoe de liberale kringen over de uitvoering van dit artikel gedacht wordt, is bekend genoeg. Men zal allerlei uitvluchten zoeken om de uitvoering van dit artikel op de lange baan te schuiven. Men zal allerlei maatregelen nemen, om de Christelijke school aan banden te leggen. De geest van verwereldlijking, die naar de Christelijke school zich meester gemaakt te hebben van de liberalen, werk reeds nu. Wilig is de uitvoering van dit artikel, waarvan zoo veel afhangt voor de ontwikkeling der Christelijke school, alleen dan, wanneer de Christelijke Staatspartijen bij de stembus zegevieren en een Christelijk kabinet uit deze stembus-actie te voorschijn roepen. bbox=[630, 679, 889, 901]
article-paragraph: Zoo staat het inwendige van het religieuze leven hier lijnrecht tegen het uitwendige van den vormendienst over. Het is hier niet de mensch die bidt en God zoekt, maar het is God die zich tot den mensch keert, hem innerlijk ontroert, en hem met onzichtbare banden aan zich vastsnoert. bbox=[356, 1097, 616, 1162]
adjacent-page-line: persoonen ha bbox=[1505, 1672, 1561, 1685]
adjacent-page-line: te ove bbox=[1505, 561, 1530, 574]
author-signature: Dr. A. K. bbox=[571, 1349, 611, 1362]
adjacent-page-line: held bbox=[1505, 222, 1523, 235]
adjacent-page-line: waarvan n bbox=[1505, 1241, 1548, 1254]
article-paragraph: deze waarschuwing ook is, het geestelijk motief al spoedig een dekmantel zal worden voor de financieele belangen der Kerk, en dat wanneer de deur voor deze tuchtoefening eenmaal is opengezet, ze zal misbruikt worden om de onwilligen te dwingen kerkelijke belasting te betalen. In de Hervormde Kerk gaat men naar den Staatsrechter en gebruikt den machtigen arm van den Staat om de schulden tot betaling te dwingen. In onze Kerken zal de Kerkeraad daartoe censure oefenen. En dat nu zou niet alleen in strijd wezen met het karakter van vrijwillige bijdrage, dat deze gave altoos moet dragen en waarop ook Ds. Jansen terecht nadruk legt, maar de tucht zou daardoor verlaagd worden tot een fiscalen dwangmaatregel, en daarvoor is zij zeker niet door Christus ingesteld. Reeds om dit ernstige gevaar zouden we den Kerkeraden beslist afraden den weg op te gaan, dien Ds. Jansen hun aanwijst. bbox=[1182, 183, 1441, 392]
